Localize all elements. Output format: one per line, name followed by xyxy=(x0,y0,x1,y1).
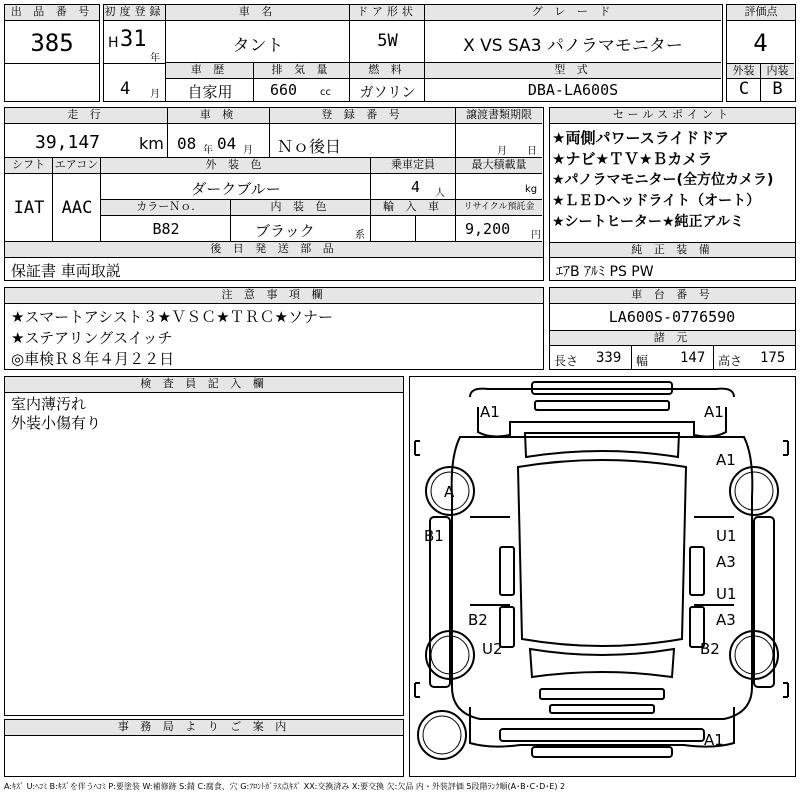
month-unit: 月 xyxy=(150,89,160,100)
score-value: 4 xyxy=(753,29,768,57)
sales-point-item: ★ナビ★ＴＶ★Ｂカメラ xyxy=(552,150,713,168)
inspector-note: 室内薄汚れ xyxy=(11,395,87,413)
sales-point-item: ★シートヒーター★純正アルミ xyxy=(552,214,744,230)
aircon-value: AAC xyxy=(61,198,93,218)
mileage-label: 走 行 xyxy=(5,108,168,124)
era-prefix: H xyxy=(108,35,119,51)
damage-mark-front-right: A1 xyxy=(704,403,724,421)
max-load-label: 最大積載量 xyxy=(456,158,542,174)
car-name-label: 車 名 xyxy=(166,5,350,21)
fuel-label: 燃 料 xyxy=(350,63,425,79)
sales-point-item: ★パノラマモニター(全方位カメラ) xyxy=(552,172,774,188)
damage-legend: A:ｷｽﾞ U:ﾍｺﾐ B:ｷｽﾞを伴うﾍｺﾐ P:要塗装 W:補修跡 S:錆 C:腐食、穴 G:ﾌﾛﾝﾄｶﾞﾗｽ点ｷｽﾞ XX:交換済み X:要交換 欠:欠品 内・外装評価 5段階ﾗﾝｸ順(A･B･C･D･E) 2 xyxy=(4,782,566,791)
damage-mark-right-a3-a: A3 xyxy=(716,553,736,571)
note-item: ★スマートアシスト３★ＶＳＣ★ＴＲＣ★ソナー xyxy=(11,308,333,326)
sales-point-item: ★ＬＥＤヘッドライト（オート） xyxy=(552,193,761,209)
damage-mark-rear: A1 xyxy=(704,731,724,749)
inspector-notes-label: 検 査 員 記 入 欄 xyxy=(5,377,403,393)
capacity-unit: 人 xyxy=(435,188,445,199)
genuine-equipment-label: 純 正 装 備 xyxy=(550,242,795,258)
exterior-color-label: 外 装 色 xyxy=(101,158,371,174)
inspection-year-unit: 年 xyxy=(203,145,213,156)
damage-mark-front-left: A1 xyxy=(480,403,500,421)
score-label: 評価点 xyxy=(727,5,795,21)
details-box xyxy=(4,107,544,281)
height-label: 高さ xyxy=(718,354,743,368)
mileage-value: 39,147 xyxy=(35,132,101,153)
door-type-label: ドア形状 xyxy=(350,5,425,21)
sales-points-label: セールスポイント xyxy=(550,108,795,124)
width-value: 147 xyxy=(680,350,706,366)
inspection-label: 車 検 xyxy=(168,108,270,124)
damage-mark-right-u1-a: U1 xyxy=(716,527,737,545)
exterior-grade-value: C xyxy=(738,79,750,99)
registration-month: 4 xyxy=(120,79,131,99)
max-load-unit: kg xyxy=(525,184,538,195)
capacity-value: 4 xyxy=(411,178,421,196)
inspection-month-unit: 月 xyxy=(243,145,253,156)
recycle-deposit-value: 9,200 xyxy=(465,220,511,238)
office-box xyxy=(4,719,404,777)
interior-color-label: 内 装 色 xyxy=(231,200,371,216)
grade-label: グ レ ー ド xyxy=(425,5,721,21)
length-value: 339 xyxy=(596,350,622,366)
sales-points-box xyxy=(549,107,796,281)
interior-grade-label: 内装 xyxy=(761,63,794,79)
genuine-equipment-value: ｴｱB ｱﾙﾐ PS PW xyxy=(556,264,654,280)
dimensions-label: 諸 元 xyxy=(550,330,795,346)
displacement-unit: cc xyxy=(320,87,331,98)
damage-mark-left-b2: B2 xyxy=(468,611,488,629)
sales-point-item: ★両側パワースライドドア xyxy=(552,129,729,147)
first-registration-label: 初度登録 xyxy=(104,5,166,21)
color-number-label: カラーＮｏ. xyxy=(101,200,231,216)
height-value: 175 xyxy=(760,350,786,366)
shift-value: IAT xyxy=(13,198,45,218)
interior-color-value: ブラック xyxy=(255,222,315,240)
plate-number-label: 登 録 番 号 xyxy=(270,108,456,124)
aircon-label: エアコン xyxy=(53,158,101,174)
transfer-day-unit: 日 xyxy=(527,146,537,157)
car-name-value: タント xyxy=(232,36,284,56)
chassis-box xyxy=(549,287,796,370)
note-item: ◎車検Ｒ８年４月２２日 xyxy=(11,350,175,368)
inspector-note: 外装小傷有り xyxy=(11,414,102,432)
length-label: 長さ xyxy=(554,354,579,368)
registration-year: 31 xyxy=(120,27,147,52)
note-item: ★ステアリングスイッチ xyxy=(11,329,173,347)
interior-color-suffix: 系 xyxy=(355,230,365,241)
damage-mark-right-a3-b: A3 xyxy=(716,611,736,629)
notes-label: 注 意 事 項 欄 xyxy=(5,288,543,304)
damage-mark-right-u1-b: U1 xyxy=(716,585,737,603)
import-car-label: 輸 入 車 xyxy=(371,200,456,216)
damage-mark-left-wheel: A xyxy=(444,483,455,501)
chassis-number-value: LA600S-0776590 xyxy=(608,308,736,326)
damage-mark-left-side: B1 xyxy=(424,527,444,545)
transfer-doc-deadline-label: 譲渡書類期限 xyxy=(456,108,542,124)
later-parts-label: 後 日 発 送 部 品 xyxy=(5,242,543,258)
shift-label: シフト xyxy=(5,158,53,174)
capacity-label: 乗車定員 xyxy=(371,158,456,174)
later-parts-value: 保証書 車両取説 xyxy=(11,262,121,280)
inspection-year: 08 xyxy=(177,134,197,153)
history-value: 自家用 xyxy=(187,83,233,101)
lot-number-label: 出 品 番 号 xyxy=(5,5,99,21)
grade-value: X VS SA3 パノラマモニター xyxy=(463,36,683,56)
notes-box xyxy=(4,287,544,370)
lot-number-value: 385 xyxy=(30,29,74,57)
plate-number-value: Ｎｏ後日 xyxy=(277,137,342,156)
chassis-number-label: 車 台 番 号 xyxy=(550,288,795,304)
recycle-deposit-label: リサイクル預託金 xyxy=(456,200,542,216)
history-label: 車 歴 xyxy=(166,63,254,79)
exterior-grade-label: 外装 xyxy=(727,63,761,79)
lot-number-box xyxy=(4,4,100,102)
width-label: 幅 xyxy=(636,354,649,368)
car-diagram xyxy=(410,377,794,775)
transfer-month-unit: 月 xyxy=(497,146,507,157)
mileage-unit: km xyxy=(139,134,164,153)
inspector-box xyxy=(4,376,404,716)
inspection-month: 04 xyxy=(217,134,237,153)
displacement-label: 排 気 量 xyxy=(254,63,350,79)
door-type-value: 5W xyxy=(377,31,398,51)
damage-mark-left-u2: U2 xyxy=(482,640,503,658)
damage-mark-right-front: A1 xyxy=(716,451,736,469)
interior-grade-value: B xyxy=(772,79,783,99)
color-number-value: B82 xyxy=(152,220,180,238)
model-code-value: DBA-LA600S xyxy=(527,81,619,99)
vehicle-info-box xyxy=(103,4,723,102)
exterior-color-value: ダークブルー xyxy=(191,180,281,198)
score-box xyxy=(726,4,796,102)
damage-diagram-box xyxy=(409,376,796,777)
recycle-deposit-unit: 円 xyxy=(531,230,541,241)
displacement-value: 660 xyxy=(270,81,298,99)
office-guidance-label: 事 務 局 よ り ご 案 内 xyxy=(5,720,403,736)
damage-mark-right-b2: B2 xyxy=(700,640,720,658)
fuel-value: ガソリン xyxy=(359,85,416,101)
model-code-label: 型 式 xyxy=(425,63,721,79)
year-unit: 年 xyxy=(150,53,160,64)
